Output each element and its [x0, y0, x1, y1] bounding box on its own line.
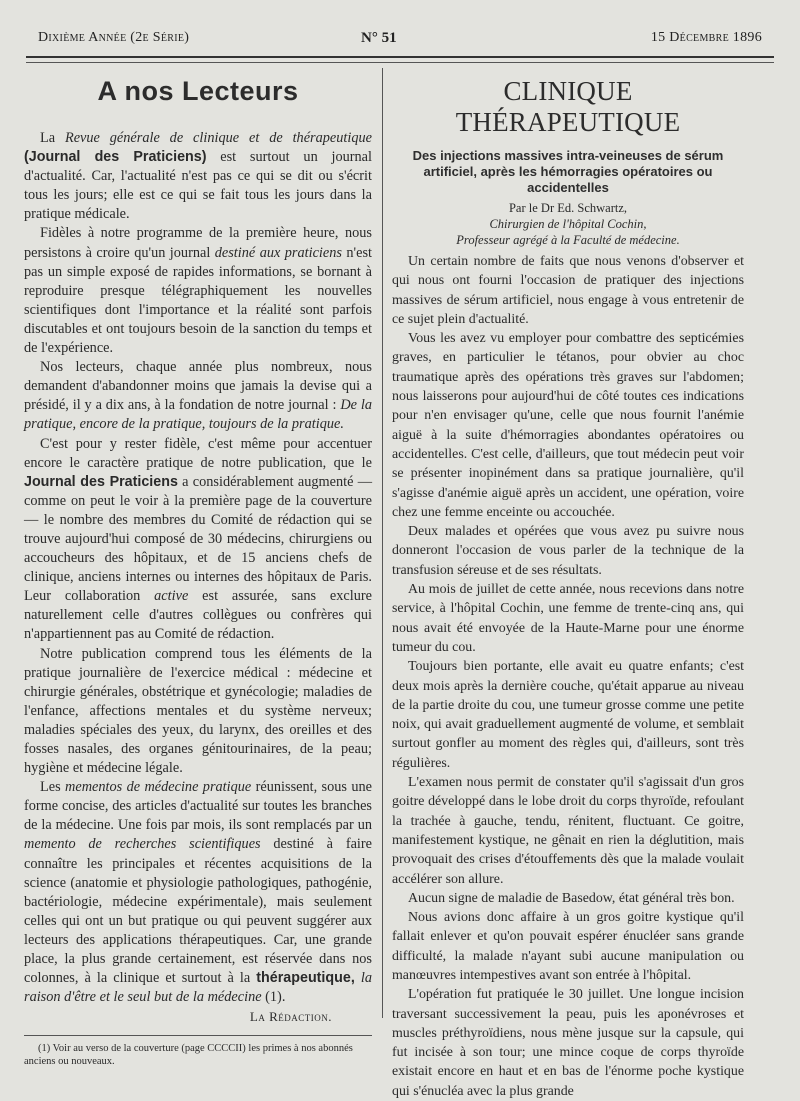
paragraph: Au mois de juillet de cette année, nous recevions dans notre service, à l'hôpital Cochin, une femme de trente-cinq ans, qui nous avait été envoyée de la Haute-Marne pour une énorme tumeur du cou. — [392, 582, 744, 655]
issue-date: 15 Décembre 1896 — [650, 30, 762, 45]
author-title: Professeur agrégé à la Faculté de médecine. — [456, 233, 680, 247]
footnote-rule — [24, 1035, 372, 1036]
header-rule — [26, 56, 774, 58]
footnote: (1) Voir au verso de la couverture (page CCCCII) les primes à nos abonnés anciens ou nouveaux. — [24, 1043, 353, 1068]
paragraph: Deux malades et opérées que vous avez pu suivre nous donneront l'occasion de vous parler de la technique de la transfusion séreuse et de ses résultats. — [392, 524, 744, 578]
paragraph: Notre publication comprend tous les éléments de la pratique journalière de l'exercice médical : médecine et chirurgie générales, obstétrique et gynécologie; maladies de l'enfance, affections mentales et du système nerveux; maladies spéciales des yeux, du larynx, des oreilles et des fosses nasales, des organes génitourinaires, de la peau; hygiène et médecine légale. — [24, 645, 372, 777]
paragraph: Toujours bien portante, elle avait eu quatre enfants; c'est deux mois après la dernière couche, qu'était apparue au niveau de la partie droite du cou, une tumeur grosse comme une petite noix, qui avait graduellement augmenté de volume, et semblait surtout gonfler au moment des règles qui, d'ailleurs, sont très régulières. — [392, 659, 744, 771]
header-rule-thin — [26, 62, 774, 63]
paragraph: Un certain nombre de faits que nous venons d'observer et qui nous ont fourni l'occasion de pratiquer des injections massives de sérum artificiel, nous engage à vous entretenir de ce sujet plein d'actualité. — [392, 254, 744, 327]
issue-year: Dixième Année (2e Série) — [38, 30, 190, 45]
paragraph: Fidèles à notre programme de la première heure, nous persistons à croire qu'un journal destiné aux praticiens n'est pas un simple exposé de rapides informations, se bornant à reproduire presque télégraphiquement les nouvelles scientifiques dont l'importance et la réalité sont parfois discutables et ont toujours besoin de la sanction du temps et de l'expérience. — [24, 225, 373, 357]
paragraph: L'opération fut pratiquée le 30 juillet. Une longue incision traversant successivement la peau, puis les aponévroses et muscles préthyroïdiens, nous mène jusque sur la capsule, qui fut incisée à son tour; une mince coque de corps thyroïde existait encore en haut et en bas de l'énorme poche kystique qui s'énucléa avec la plus grande — [392, 987, 744, 1099]
left-column — [24, 70, 372, 1068]
paragraph: Nos lecteurs, chaque année plus nombreux, nous demandent d'abandonner moins que jamais la devise qui a présidé, il y a dix ans, à la fondation de notre journal : De la pratique, encore de la pratique, toujours de la pratique. — [24, 359, 372, 433]
author-byline: Par le Dr Ed. Schwartz, — [508, 201, 628, 215]
paragraph: L'examen nous permit de constater qu'il s'agissait d'un gros goitre développé dans le lobe droit du corps thyroïde, refoulant la trachée à gauche, tendu, rénitent, fluctuant. Ce goitre, manifestement kystique, ne gênait en rien la déglutition, mais provoquait des crises d'étouffements dès que la malade voulait accélérer son allure. — [392, 775, 744, 887]
signature: La Rédaction. — [249, 1009, 332, 1025]
page-header — [38, 30, 762, 50]
article-title-clinique: CLINIQUE THÉRAPEUTIQUE — [455, 76, 681, 137]
paragraph: C'est pour y rester fidèle, c'est même pour accentuer encore le caractère pratique de notre publication, que le Journal des Praticiens a considérablement augmenté — comme on peut le voir à la première page de la couverture — le nombre des membres du Comité de rédaction qui se trouve aujourd'hui composé de 30 médecins, chirurgiens ou accoucheurs des hôpitaux, et de 15 anciens chefs de clinique, anciens internes ou internes des hôpitaux de Paris. Leur collaboration active est assurée, sans exclure naturellement celle d'autres collègues ou confrères qui n'appartiennent pas au Comité de rédaction. — [24, 435, 372, 643]
column-divider — [382, 68, 383, 1018]
author-position: Chirurgien de l'hôpital Cochin, — [489, 217, 647, 231]
article-title-lecteurs: A nos Lecteurs — [97, 76, 299, 106]
article-subtitle: Des injections massives intra-veineuses de sérum artificiel, après les hémorragies opératoires ou accidentelles — [412, 148, 724, 195]
paragraph: Les mementos de médecine pratique réunissent, sous une forme concise, des articles d'actualité sur toutes les branches de la médecine. Une fois par mois, ils sont remplacés par un memento de recherches scientifiques destiné à faire connaître les principales et récentes acquisitions de la science (anatomie et physiologie pathologiques, pathogénie, bactériologie, médecine expérimentale), mais seulement celles qui ont un but pratique ou qui peuvent suggérer aux lecteurs des applications thérapeutiques. Car, une grande place, la plus grande certainement, est réservée dans nos colonnes, à la clinique et surtout à la thérapeutique, la raison d'être et le seul but de la médecine (1). — [24, 779, 373, 1006]
paragraph: Aucun signe de maladie de Basedow, état général très bon. — [408, 890, 735, 906]
paragraph: Nous avions donc affaire à un gros goitre kystique qu'il fallait enlever et qu'on pouvait espérer énucléer sans grande difficulté, la malade n'ayant subi aucune manipulation ou manœuvres intempestives avant son entrée à l'hôpital. — [392, 910, 744, 983]
right-column — [392, 70, 744, 1101]
paragraph: La Revue générale de clinique et de thérapeutique (Journal des Praticiens) est surtout un journal d'actualité. Car, l'actualité n'est pas ce qui se dit ou s'écrit tous les jours; elle est ce qui se fait tous les jours dans la pratique médicale. — [24, 130, 372, 223]
issue-number: N° 51 — [361, 30, 397, 46]
paragraph: Vous les avez vu employer pour combattre des septicémies graves, en particulier le tétanos, pour obvier au choc traumatique après des opérations très graves sur l'abdomen; nous laisserons pour aujourd'hui de côté toutes ces indications pour n'en envisager qu'une, celle que nous fournit l'anémie aiguë à la suite d'hémorragies abondantes opératoires ou accidentelles. C'est celle, d'ailleurs, que tout médecin peut voir se présenter inopinément dans sa pratique journalière, qu'il s'agisse d'anémie aiguë après un accident, une opération, voire chez une femme enceinte ou accouchée. — [392, 331, 744, 520]
